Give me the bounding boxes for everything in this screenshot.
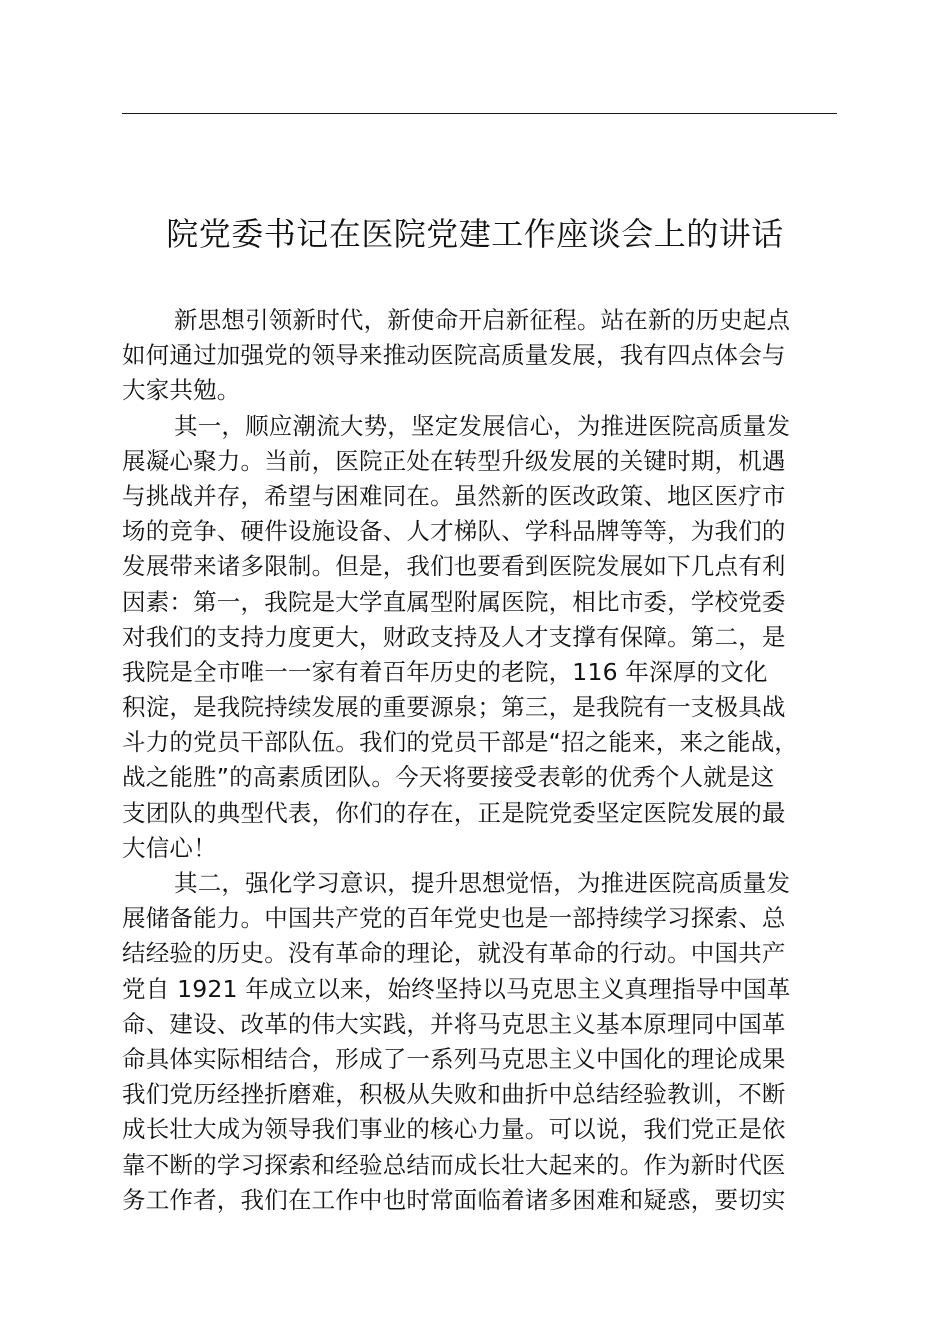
- page-title: 院党委书记在医院党建工作座谈会上的讲话: [166, 215, 784, 253]
- header-rule: [122, 113, 837, 114]
- body-line: 积淀，是我院持续发展的重要源泉；第三，是我院有一支极具战: [122, 693, 786, 722]
- body-line: 大家共勉。: [122, 376, 241, 405]
- body-line: 对我们的支持力度更大，财政支持及人才支撑有保障。第二，是: [122, 622, 786, 651]
- body-line: 命具体实际相结合，形成了一系列马克思主义中国化的理论成果: [122, 1044, 786, 1073]
- body-line: 因素：第一，我院是大学直属型附属医院，相比市委，学校党委: [122, 587, 786, 616]
- body-line: 新思想引领新时代，新使命开启新征程。站在新的历史起点: [174, 306, 791, 334]
- body-line: 我们党历经挫折磨难，积极从失败和曲折中总结经验教训，不断: [122, 1080, 786, 1109]
- body-line: 支团队的典型代表，你们的存在，正是院党委坚定医院发展的最: [122, 798, 786, 827]
- body-line: 其二，强化学习意识，提升思想觉悟，为推进医院高质量发: [174, 869, 791, 897]
- body-line: 场的竞争、硬件设施设备、人才梯队、学科品牌等等，为我们的: [122, 517, 786, 546]
- body-line: 战之能胜”的高素质团队。今天将要接受表彰的优秀个人就是这: [122, 763, 775, 792]
- body-line: 党自 1921 年成立以来，始终坚持以马克思主义真理指导中国革: [122, 974, 791, 1003]
- body-line: 结经验的历史。没有革命的理论，就没有革命的行动。中国共产: [122, 939, 786, 968]
- body-line: 斗力的党员干部队伍。我们的党员干部是“招之能来，来之能战，: [122, 728, 798, 757]
- body-line: 与挑战并存，希望与困难同在。虽然新的医改政策、地区医疗市: [122, 481, 786, 510]
- body-line: 发展带来诸多限制。但是，我们也要看到医院发展如下几点有利: [122, 552, 786, 581]
- body-line: 展凝心聚力。当前，医院正处在转型升级发展的关键时期，机遇: [122, 446, 786, 475]
- body-line: 展储备能力。中国共产党的百年党史也是一部持续学习探索、总: [122, 904, 786, 933]
- body-line: 大信心！: [122, 833, 217, 862]
- body-line: 务工作者，我们在工作中也时常面临着诸多困难和疑惑，要切实: [122, 1185, 786, 1214]
- body-line: 如何通过加强党的领导来推动医院高质量发展，我有四点体会与: [122, 341, 786, 370]
- body-line: 靠不断的学习探索和经验总结而成长壮大起来的。作为新时代医: [122, 1150, 786, 1179]
- body-line: 其一，顺应潮流大势，坚定发展信心，为推进医院高质量发: [174, 411, 791, 440]
- body-text: [122, 303, 838, 1218]
- body-line: 我院是全市唯一一家有着百年历史的老院，116 年深厚的文化: [122, 657, 768, 686]
- body-line: 成长壮大成为领导我们事业的核心力量。可以说，我们党正是依: [122, 1115, 786, 1144]
- body-line: 命、建设、改革的伟大实践，并将马克思主义基本原理同中国革: [122, 1009, 786, 1038]
